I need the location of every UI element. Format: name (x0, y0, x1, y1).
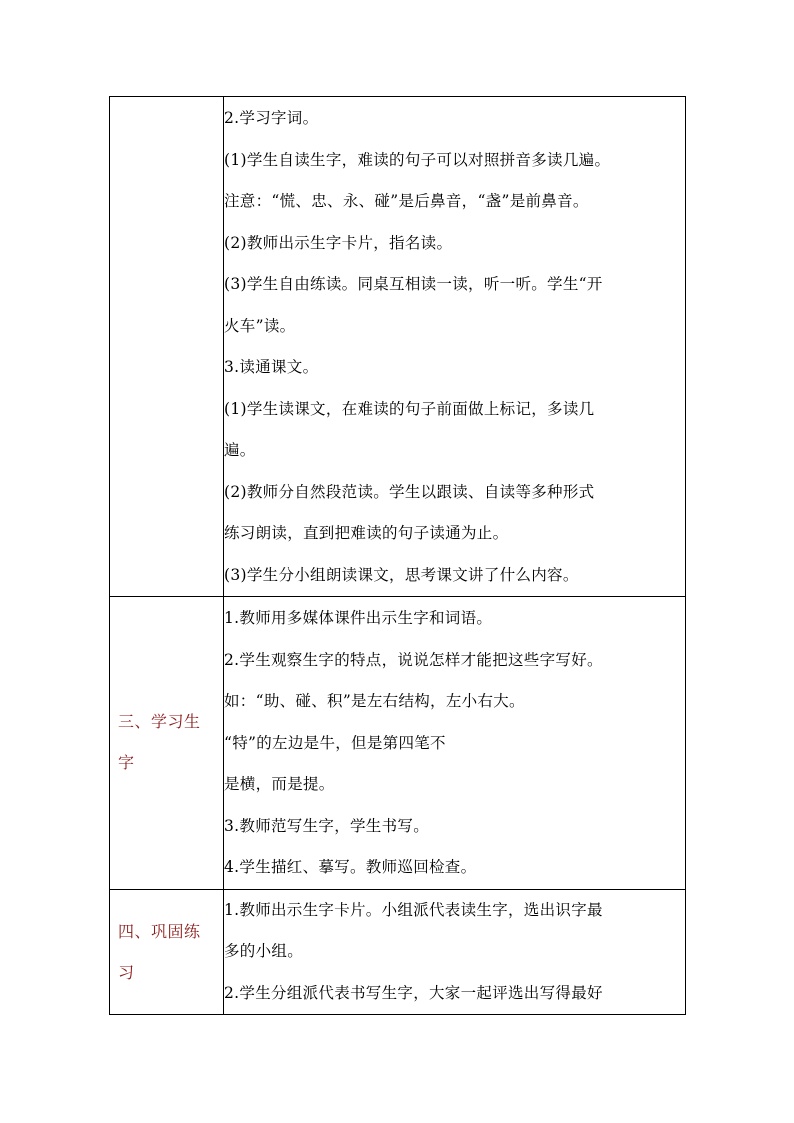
content-line: 练习朗读，直到把难读的句子读通为止。 (224, 524, 509, 542)
content-line: (1)学生自读生字，难读的句子可以对照拼音多读几遍。 (224, 150, 611, 169)
content-line: 1.教师出示生字卡片。小组派代表读生字，选出识字最 (224, 900, 603, 919)
table-row (110, 597, 686, 890)
content-line: (2)教师分自然段范读。学生以跟读、自读等多种形式 (224, 482, 595, 501)
content-line: 注意：“慌、忠、永、碰”是后鼻音，“盏”是前鼻音。 (224, 192, 589, 210)
content-cell (224, 597, 686, 890)
content-line: (1)学生读课文，在难读的句子前面做上标记，多读几 (224, 399, 595, 418)
content-line: “特”的左边是牛，但是第四笔不 (224, 733, 446, 752)
content-line: 4.学生描红、摹写。教师巡回检查。 (224, 858, 477, 876)
content-line: 如：“助、碰、积”是左右结构，左小右大。 (224, 692, 525, 710)
content-line: (2)教师出示生字卡片，指名读。 (224, 233, 453, 252)
section-label-line: 字 (118, 753, 135, 772)
section-label-line: 习 (118, 962, 135, 982)
content-line: 火车”读。 (224, 316, 296, 335)
content-line: 3.教师范写生字，学生书写。 (224, 816, 429, 835)
lesson-plan-table (109, 96, 686, 1015)
content-line: 1.教师用多媒体课件出示生字和词语。 (224, 609, 493, 627)
section-cell (110, 597, 224, 890)
content-cell (224, 889, 686, 1015)
content-line: 多的小组。 (224, 942, 304, 960)
section-label (110, 890, 223, 993)
table-row (110, 97, 686, 597)
section-cell (110, 889, 224, 1015)
section-label (110, 597, 223, 783)
section-label-line: 三、学习生 (118, 712, 201, 731)
content-line: 3.读通课文。 (224, 358, 319, 376)
content-line: (3)学生分小组朗读课文，思考课文讲了什么内容。 (224, 565, 579, 584)
section-cell (110, 97, 224, 597)
content-line: 遍。 (224, 441, 256, 459)
content-cell (224, 97, 686, 597)
content-line: 2.学生观察生字的特点，说说怎样才能把这些字写好。 (224, 650, 603, 669)
content-line: 2.学习字词。 (224, 109, 319, 127)
table-row (110, 889, 686, 1015)
content-line: 2.学生分组派代表书写生字，大家一起评选出写得最好 (224, 983, 603, 1002)
content-line: 是横，而是提。 (224, 775, 335, 793)
content-line: (3)学生自由练读。同桌互相读一读，听一听。学生“开 (224, 275, 603, 293)
section-label-line: 四、巩固练 (118, 921, 201, 941)
